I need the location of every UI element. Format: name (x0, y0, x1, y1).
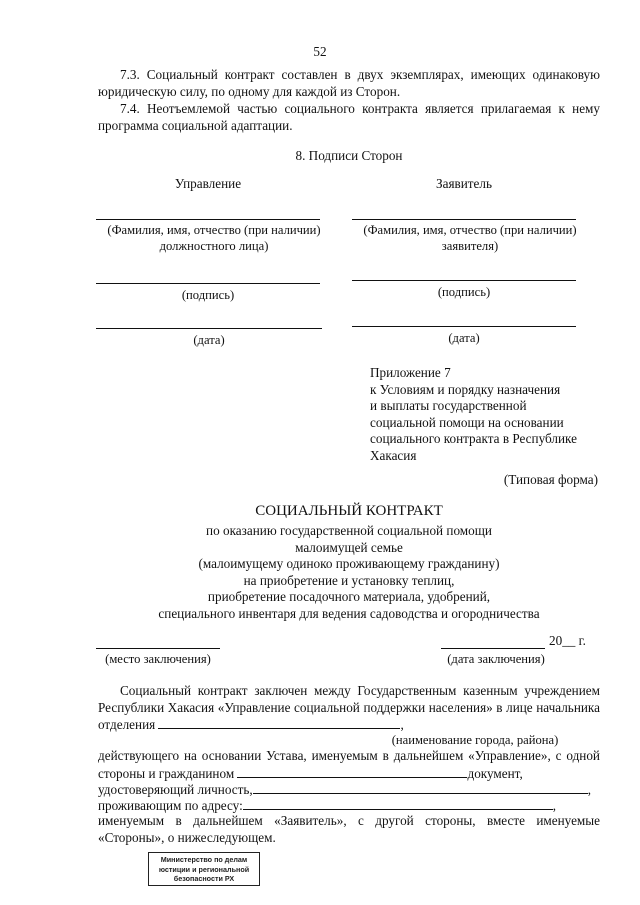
body-p2-end: документ, (467, 765, 523, 781)
stamp-line: Министерство по делам (160, 855, 248, 864)
appendix-line: Хакасия (370, 447, 417, 463)
left-signature-line (96, 283, 320, 284)
body-p2-text: действующего на основании Устава, именуемым в дальнейшем «Управление», с одной стороны и гражданином (98, 748, 600, 781)
subtitle-line: специального инвентаря для ведения садоводства и огородничества (158, 605, 540, 621)
stamp-line: безопасности РХ (173, 874, 235, 883)
body-p5: именуемым в дальнейшем «Заявитель», с другой стороны, вместе именуемые «Стороны», о нижеследующем. (98, 813, 600, 845)
address-field[interactable] (243, 797, 553, 810)
clause-7-3: 7.3. Социальный контракт составлен в двух экземплярах, имеющих одинаковую юридическую силу, по одному для каждой из Сторон. (98, 67, 600, 99)
place-line (96, 648, 220, 649)
id-document-field[interactable] (253, 781, 588, 794)
subtitle-line: по оказанию государственной социальной помощи (206, 523, 492, 538)
body-p3 (98, 781, 600, 799)
right-name-line (352, 219, 576, 220)
date-concluded-caption: (дата заключения) (447, 652, 545, 666)
left-party-label: Управление (174, 176, 242, 191)
right-name-caption: (Фамилия, имя, отчество (при наличии) заявителя) (363, 223, 577, 253)
comma: , (400, 717, 404, 732)
right-signature-line (352, 280, 576, 281)
stamp-line: юстиции и региональной (158, 864, 250, 874)
appendix-line: Приложение 7 (370, 365, 451, 380)
clause-7-4: 7.4. Неотъемлемой частью социального контракта является прилагаемая к нему программа социальной адаптации. (98, 101, 600, 133)
body-p1-text: Социальный контракт заключен между Государственным казенным учреждением Республики Хакасия «Управление социальной поддержки населения» в лице начальника отделения (98, 683, 600, 732)
appendix-line: социального контракта в Республике (370, 431, 577, 446)
appendix-block (370, 365, 600, 464)
subtitle-line: малоимущей семье (295, 539, 403, 555)
subtitle-line: приобретение посадочного материала, удобрений, (207, 589, 491, 604)
date-year: 20__ г. (549, 633, 586, 648)
left-date-line (96, 328, 322, 329)
section-8-title: 8. Подписи Сторон (295, 148, 403, 163)
ministry-stamp (148, 852, 260, 886)
city-caption: (наименование города, района) (391, 733, 559, 747)
right-party-label: Заявитель (435, 176, 493, 191)
page-number: 52 (313, 44, 327, 59)
left-name-line (96, 219, 320, 220)
appendix-line: к Условиям и порядку назначения (370, 381, 561, 397)
comma: , (587, 782, 591, 797)
right-signature-caption: (подпись) (437, 285, 491, 299)
right-date-caption: (дата) (448, 331, 480, 345)
subtitle-line: на приобретение и установку теплиц, (243, 572, 455, 588)
contract-subtitle (98, 523, 600, 622)
contract-title: СОЦИАЛЬНЫЙ КОНТРАКТ (255, 503, 443, 519)
body-p4 (98, 797, 600, 815)
left-date-caption: (дата) (193, 333, 225, 347)
appendix-line: социальной помощи на основании (370, 414, 564, 430)
body-p2 (98, 748, 600, 782)
body-p4-text: проживающим по адресу: (98, 798, 243, 813)
subtitle-line: (малоимущему одиноко проживающему гражданину) (198, 556, 500, 571)
official-name-field[interactable] (158, 716, 400, 729)
place-caption: (место заключения) (105, 652, 211, 666)
form-type: (Типовая форма) (503, 472, 598, 487)
left-signature-caption: (подпись) (181, 288, 235, 302)
right-date-line (352, 326, 576, 327)
date-day-line (441, 648, 545, 649)
comma: , (552, 798, 557, 813)
body-p3-text: удостоверяющий личность, (98, 782, 253, 797)
citizen-name-field[interactable] (237, 765, 467, 778)
appendix-line: и выплаты государственной (370, 398, 527, 413)
left-name-caption: (Фамилия, имя, отчество (при наличии) должностного лица) (107, 223, 321, 253)
body-p1 (98, 683, 600, 734)
